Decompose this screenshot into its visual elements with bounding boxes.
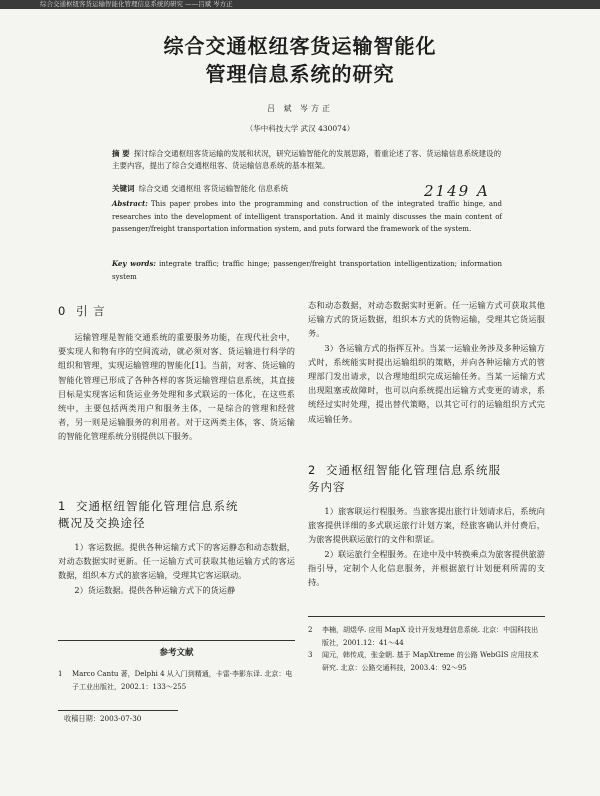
references-rule-left: [58, 640, 295, 641]
passenger-data-paragraph: 1）客运数据。提供各种运输方式下的客运静态和动态数据，对动态数据实时更新。任一运输方式可获取其他运输方式的客运数据，组织本方式的旅客运输，受理其它客运联动。: [58, 542, 295, 581]
references-right: [308, 624, 545, 674]
footnote-rule: [58, 710, 178, 711]
abstract-en: [112, 198, 502, 236]
keywords-en-text: integrate traffic; traffic hinge; passenger/freight transportation intelligentization; information system: [112, 260, 502, 281]
section-0-body: [58, 330, 295, 444]
section-1-heading: [58, 498, 295, 532]
freight-data-paragraph: 2）货运数据。提供各种运输方式下的货运静: [74, 584, 236, 595]
title-line-1: 综合交通枢纽客货运输智能化: [163, 34, 437, 58]
title-line-2: 管理信息系统的研究: [205, 62, 395, 86]
section-1-title-a: 交通枢纽智能化管理信息系统: [76, 499, 239, 513]
running-header: 综合交通枢纽客货运输智能化管理信息系统的研究 ——吕斌 岑方正: [0, 0, 600, 9]
section-0-num: 0: [58, 304, 67, 318]
reference-item: [308, 624, 545, 649]
section-1-num: 1: [58, 499, 67, 513]
affiliation: （华中科技大学 武汉 430074）: [245, 124, 355, 133]
reference-text: 闻元，韩传成，张金朝. 基于 MapXtreme 的公路 WebGIS 应用技术研究. 北京：公路交通科技，2003.4：92～95: [322, 651, 539, 672]
keywords-cn-label: 关键词: [112, 184, 135, 193]
reference-number: 3: [308, 651, 313, 659]
received-date: 收稿日期：2003-07-30: [64, 714, 142, 723]
keywords-en-label: Key words:: [112, 259, 156, 268]
section-0-title: 引 言: [76, 304, 106, 318]
section-2-body: [308, 504, 545, 589]
travel-service-paragraph: 2）联运旅行全程服务。在途中及中转换乘点为旅客提供旅游指引导，定制个人化信息服务，并根据旅行计划便利所需的支持。: [308, 548, 545, 588]
keywords-cn-text: 综合交通 交通枢纽 客货运输智能化 信息系统: [138, 184, 289, 193]
itinerary-service-paragraph: 1）旅客联运行程服务。当旅客提出旅行计划请求后，系统向旅客提供详细的多式联运旅行计划方案，经旅客确认并付费后，为旅客提供联运旅行的文件和票证。: [308, 506, 545, 545]
section-2-heading: [308, 462, 545, 496]
abstract-cn: [112, 148, 502, 172]
references-rule-right: [308, 616, 545, 617]
section-2-num: 2: [308, 463, 317, 477]
right-column-body-top: [308, 298, 545, 426]
authors: 吕 斌 岑方正: [266, 104, 334, 113]
section-0-heading: [58, 303, 295, 320]
reference-item: [308, 649, 545, 674]
coordination-paragraph: 3）各运输方式的指挥互补。当某一运输业务涉及多种运输方式时，系统能实时提出运输组织的策略，并向各种运输方式的管理部门发出请求，以合理地组织完成运输任务。当某一运输方式出现阻塞或故障时，也可以向系统提出运输方式变更的请求，系统经过实时处理，提出替代策略，以其它可行的运输组织方式完成运输任务。: [308, 342, 545, 424]
section-1-body: [58, 540, 295, 597]
references-left: [58, 668, 295, 693]
section-2-title-b: 务内容: [308, 480, 346, 494]
reference-text: Marco Cantu 著，Delphi 4 从入门到精通，卡雷·李影东译. 北京：电子工业出版社，2002.1：133～255: [72, 670, 293, 691]
reference-number: 2: [308, 626, 313, 634]
references-title: 参考文献: [159, 648, 194, 658]
handwritten-mark: 2149 A: [424, 182, 490, 200]
freight-data-continued: 态和动态数据，对动态数据实时更新。任一运输方式可获取其他运输方式的货运数据，组织本方式的货物运输，受理其它货运服务。: [308, 300, 545, 339]
section-2-title-a: 交通枢纽智能化管理信息系统服: [326, 463, 501, 477]
reference-number: 1: [58, 670, 63, 678]
reference-text: 李楠，胡煜华. 应用 MapX 设计开发地理信息系统. 北京：中国科技出版社，2001.12：41～44: [322, 626, 539, 647]
abstract-cn-text: 探讨综合交通枢纽客货运输的发展和状况，研究运输智能化的发展思路，着重论述了客、货运输信息系统建设的主要内容，提出了综合交通枢纽客、货运输信息系统的基本框架。: [112, 149, 502, 170]
abstract-en-text: This paper probes into the programming and construction of the integrated traffic hinge, and researches into the development of intelligent transportation. And it mainly discusses the main content of passenger/freight transportation information system, and puts forward the framework of the system.: [112, 200, 502, 233]
section-1-title-b: 概况及交换途径: [58, 516, 146, 530]
abstract-en-label: Abstract:: [112, 199, 148, 208]
intro-paragraph: 运输管理是智能交通系统的重要服务功能，在现代社会中，要实现人和物有序的空间流动，就必须对客、货运输进行科学的组织和管理，实现运输管理的智能化[1]。当前，对客、货运输的智能化管理已形成了各种各样的客货运输管理信息系统，其直接目标是实现客运和货运业务处理和多式联运的一体化，在这些系统中，主要包括两类用户和服务主体，一是综合的管理和经营者，另一则是运输服务的利用者。对于这两类主体，客、货运输的智能化管理系统分别提供以下服务。: [58, 332, 295, 442]
abstract-cn-label: 摘 要: [112, 149, 130, 158]
keywords-en: [112, 258, 502, 283]
reference-item: [58, 668, 295, 693]
